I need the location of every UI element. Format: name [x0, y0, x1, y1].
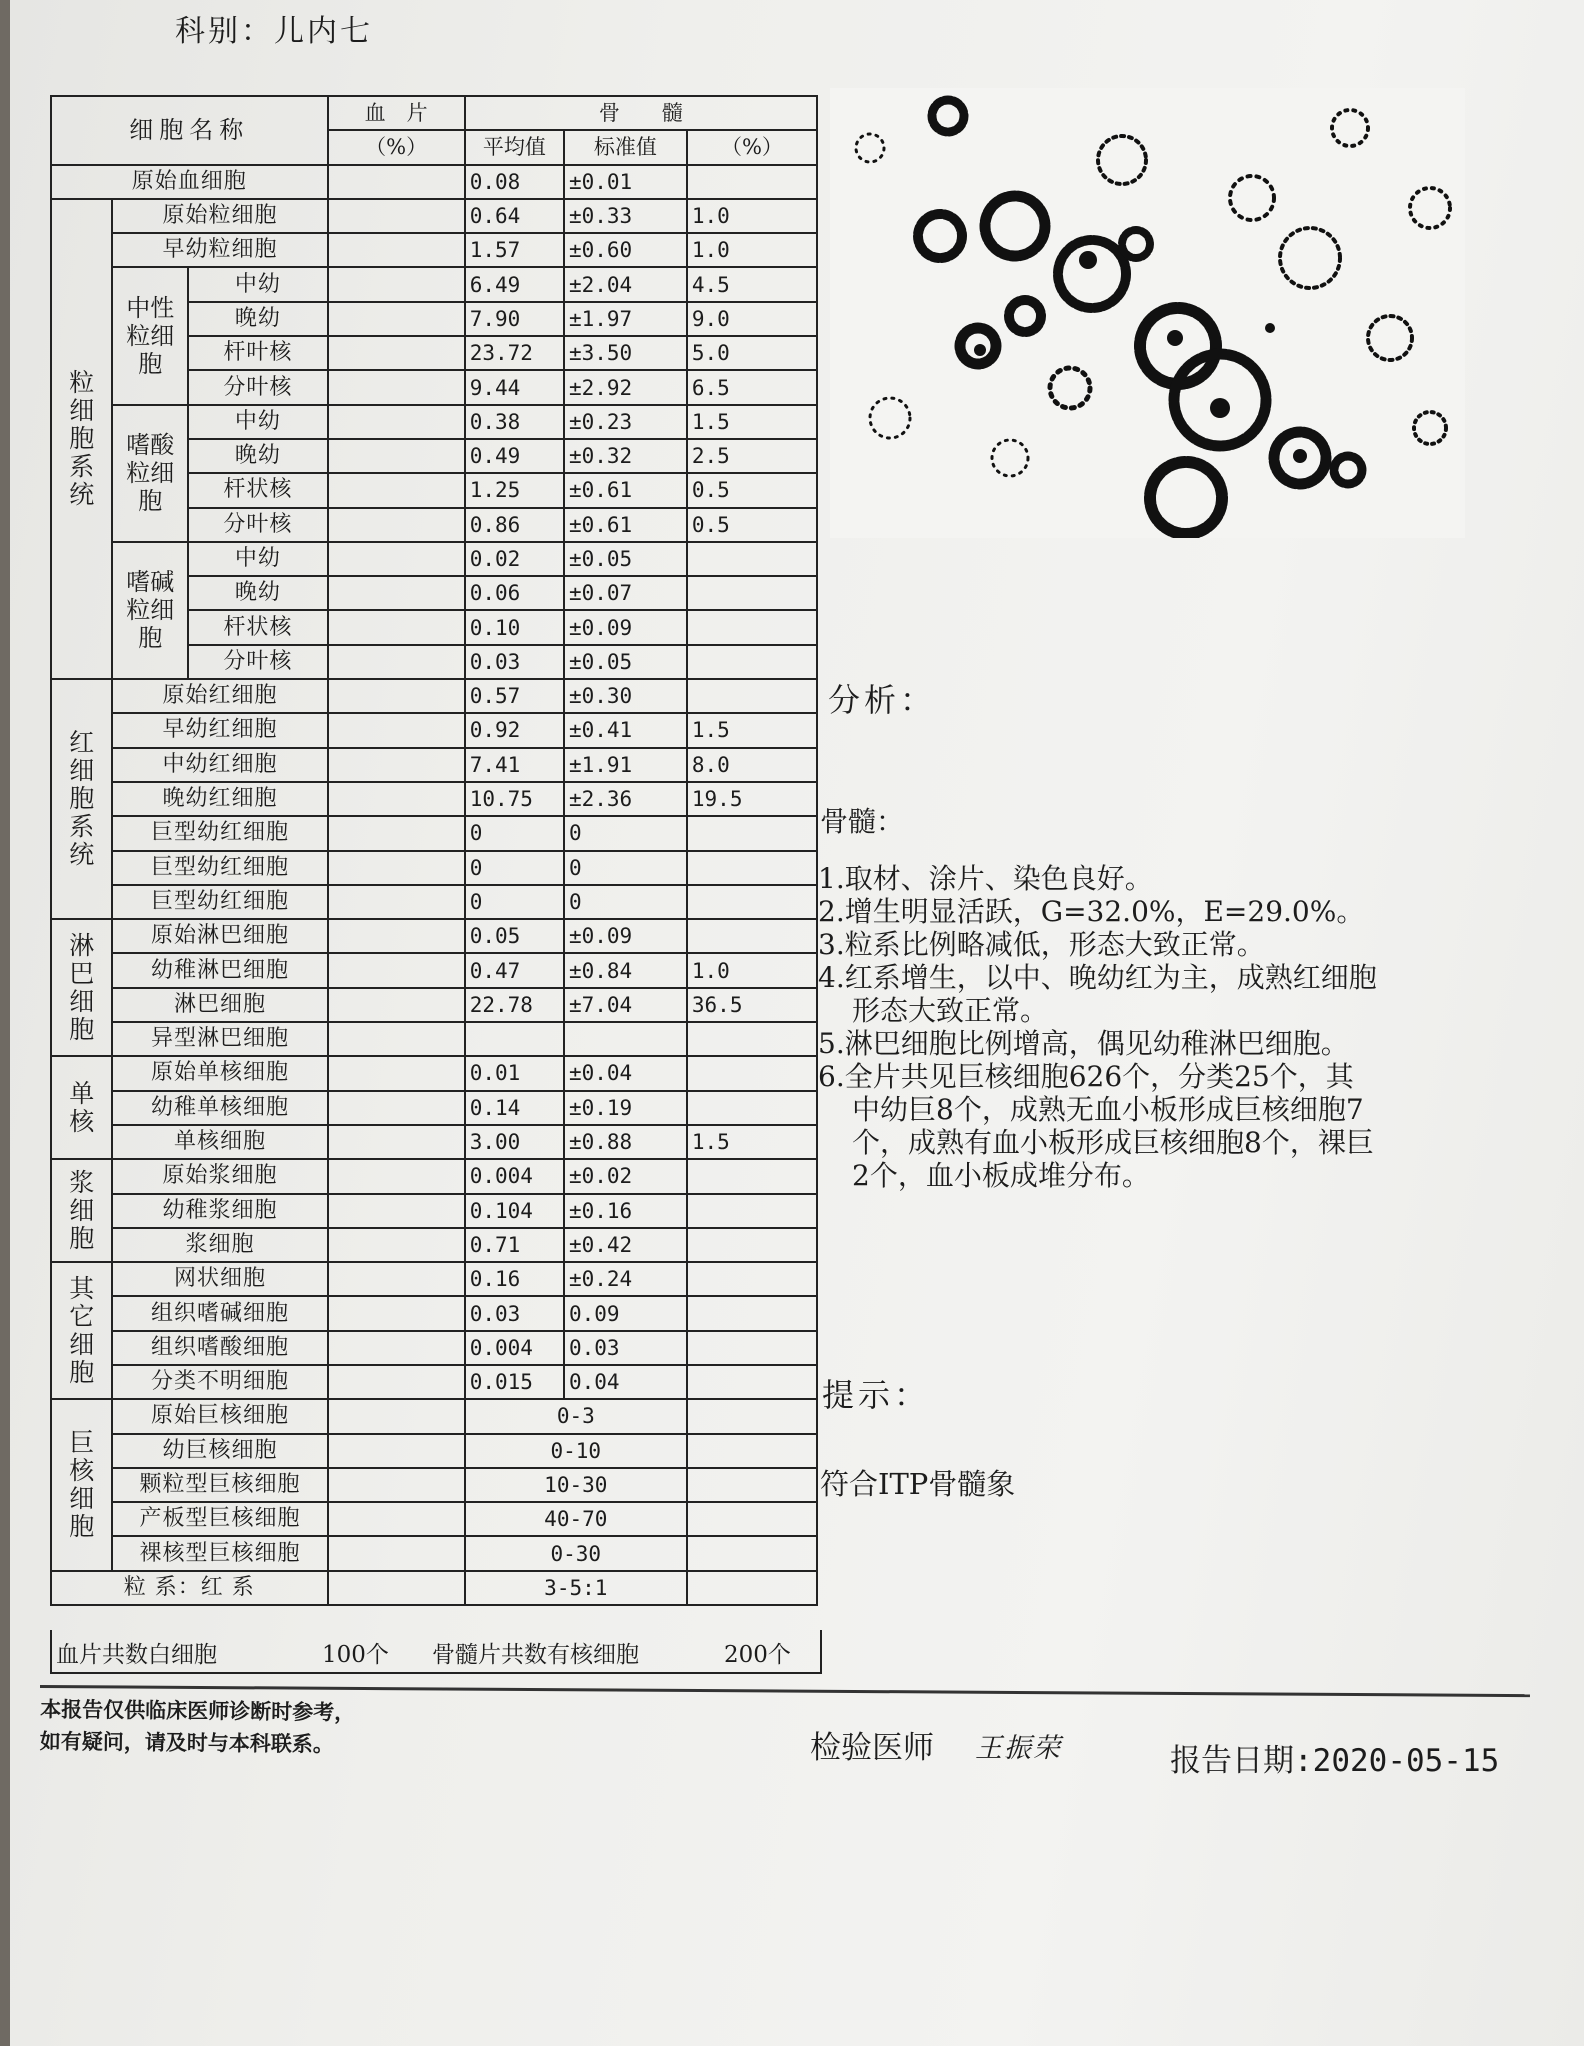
table-row: 早幼红细胞 0.92 ±0.41 1.5: [51, 713, 817, 747]
table-row: 分叶核 0.03 ±0.05: [51, 645, 817, 679]
analysis-title: 分析：: [828, 681, 937, 719]
hint-title: 提示：: [822, 1376, 931, 1414]
report-sheet: [10, 0, 1584, 2046]
group-erythroid: 红细胞系统: [51, 679, 112, 919]
department-label: 科别：: [175, 14, 274, 49]
table-row: 巨型幼红细胞 0 0: [51, 816, 817, 850]
header-marrow: 骨 髓: [465, 96, 817, 130]
analysis-item: 6.全片共见巨核细胞626个，分类25个，其中幼巨8个，成熟无血小板形成巨核细胞7个，成熟有血小板形成巨核细胞8个，裸巨2个，血小板成堆分布。: [818, 1060, 1374, 1192]
table-row: 其它细胞 网状细胞 0.16 ±0.24: [51, 1262, 817, 1296]
report-date: 报告日期:2020-05-15: [1170, 1743, 1500, 1779]
analysis-subtitle: 骨髓：: [820, 805, 905, 838]
blood-count-label: 血片共数白细胞: [56, 1642, 217, 1668]
micrograph-image: [830, 88, 1465, 538]
table-row: 单核 原始单核细胞 0.01 ±0.04: [51, 1056, 817, 1090]
analysis-item: 5.淋巴细胞比例增高，偶见幼稚淋巴细胞。: [818, 1027, 1349, 1060]
table-row: 粒细胞系统 原始粒细胞 0.64 ±0.33 1.0: [51, 199, 817, 233]
table-row: 浆细胞 0.71 ±0.42: [51, 1228, 817, 1262]
analysis-item: 1.取材、涂片、染色良好。: [818, 862, 1153, 895]
header-blood-pct: （%）: [328, 130, 465, 164]
table-row: 颗粒型巨核细胞 10-30: [51, 1468, 817, 1502]
group-basophil: 嗜碱粒细胞: [112, 542, 188, 679]
group-plasma: 浆细胞: [51, 1159, 112, 1262]
disclaimer-line: 如有疑问，请及时与本科联系。: [39, 1728, 334, 1757]
table-row: 产板型巨核细胞 40-70: [51, 1502, 817, 1536]
table-row: 浆细胞 原始浆细胞 0.004 ±0.02: [51, 1159, 817, 1193]
table-row: 幼稚浆细胞 0.104 ±0.16: [51, 1194, 817, 1228]
hint-text: 符合ITP骨髓象: [820, 1467, 1016, 1501]
table-row: 单核细胞 3.00 ±0.88 1.5: [51, 1125, 817, 1159]
table-row: 分叶核 0.86 ±0.61 0.5: [51, 508, 817, 542]
marrow-count-value: 200个: [724, 1642, 791, 1668]
table-row: 幼稚淋巴细胞 0.47 ±0.84 1.0: [51, 953, 817, 987]
analysis-item: 4.红系增生，以中、晚幼红为主，成熟红细胞形态大致正常。: [818, 961, 1377, 1027]
table-row: 中性粒细胞 中幼 6.49 ±2.04 4.5: [51, 267, 817, 301]
table-row: 嗜碱粒细胞 中幼 0.02 ±0.05: [51, 542, 817, 576]
group-mega: 巨核细胞: [51, 1399, 112, 1570]
table-row: 裸核型巨核细胞 0-30: [51, 1536, 817, 1570]
doctor-signature: 王振荣: [975, 1733, 1062, 1764]
analysis-item: 3.粒系比例略减低，形态大致正常。: [818, 928, 1265, 961]
table-row: 组织嗜碱细胞 0.03 0.09: [51, 1296, 817, 1330]
table-row: 分类不明细胞 0.015 0.04: [51, 1365, 817, 1399]
table-row: 晚幼 0.49 ±0.32 2.5: [51, 439, 817, 473]
group-eosinophil: 嗜酸粒细胞: [112, 405, 188, 542]
group-mono: 单核: [51, 1056, 112, 1159]
table-row: 巨核细胞 原始巨核细胞 0-3: [51, 1399, 817, 1433]
table-row: 原始血细胞 0.08 ±0.01: [51, 165, 817, 199]
table-row: 杆状核 1.25 ±0.61 0.5: [51, 473, 817, 507]
table-row: 淋巴细胞 22.78 ±7.04 36.5: [51, 988, 817, 1022]
table-row: 嗜酸粒细胞 中幼 0.38 ±0.23 1.5: [51, 405, 817, 439]
header-blood: 血 片: [328, 96, 465, 130]
table-row: 中幼红细胞 7.41 ±1.91 8.0: [51, 748, 817, 782]
table-row: 晚幼 0.06 ±0.07: [51, 576, 817, 610]
count-footer: [50, 1630, 822, 1674]
table-row: 巨型幼红细胞 0 0: [51, 885, 817, 919]
table-row: 晚幼 7.90 ±1.97 9.0: [51, 302, 817, 336]
analysis-item: 2.增生明显活跃，G=32.0%，E=29.0%。: [818, 895, 1365, 928]
table-row: 幼稚单核细胞 0.14 ±0.19: [51, 1091, 817, 1125]
department-value: 儿内七: [274, 14, 373, 49]
table-row: 异型淋巴细胞: [51, 1022, 817, 1056]
ratio-label: 粒 系：红 系: [51, 1571, 328, 1605]
header-std: 标准值: [564, 130, 687, 164]
header-marrow-pct: （%）: [687, 130, 817, 164]
table-row: 分叶核 9.44 ±2.92 6.5: [51, 370, 817, 404]
disclaimer: [40, 1693, 356, 1760]
table-row: 杆叶核 23.72 ±3.50 5.0: [51, 336, 817, 370]
ratio-value: 3-5:1: [465, 1571, 687, 1605]
analysis-list: [818, 862, 1378, 1192]
header-cell-name: 细胞名称: [51, 96, 328, 165]
bone-marrow-micrograph: [830, 88, 1465, 538]
header-mean: 平均值: [465, 130, 564, 164]
group-lymph: 淋巴细胞: [51, 919, 112, 1056]
blood-count-value: 100个: [322, 1642, 389, 1668]
table-row: 晚幼红细胞 10.75 ±2.36 19.5: [51, 782, 817, 816]
disclaimer-line: 本报告仅供临床医师诊断时参考，: [40, 1696, 356, 1725]
table-row: 红细胞系统 原始红细胞 0.57 ±0.30: [51, 679, 817, 713]
table-row: 组织嗜酸细胞 0.004 0.03: [51, 1331, 817, 1365]
ratio-row: [51, 1571, 817, 1605]
group-other: 其它细胞: [51, 1262, 112, 1399]
table-row: 淋巴细胞 原始淋巴细胞 0.05 ±0.09: [51, 919, 817, 953]
cell-count-table: [50, 95, 818, 1606]
table-row: 杆状核 0.10 ±0.09: [51, 610, 817, 644]
group-neutrophil: 中性粒细胞: [112, 267, 188, 404]
department-line: [175, 6, 373, 50]
table-row: 幼巨核细胞 0-10: [51, 1434, 817, 1468]
marrow-count-label: 骨髓片共数有核细胞: [432, 1642, 639, 1668]
doctor-label: 检验医师: [810, 1730, 934, 1766]
table-row: 早幼粒细胞 1.57 ±0.60 1.0: [51, 233, 817, 267]
table-row: 巨型幼红细胞 0 0: [51, 851, 817, 885]
group-granulocyte: 粒细胞系统: [51, 199, 112, 679]
